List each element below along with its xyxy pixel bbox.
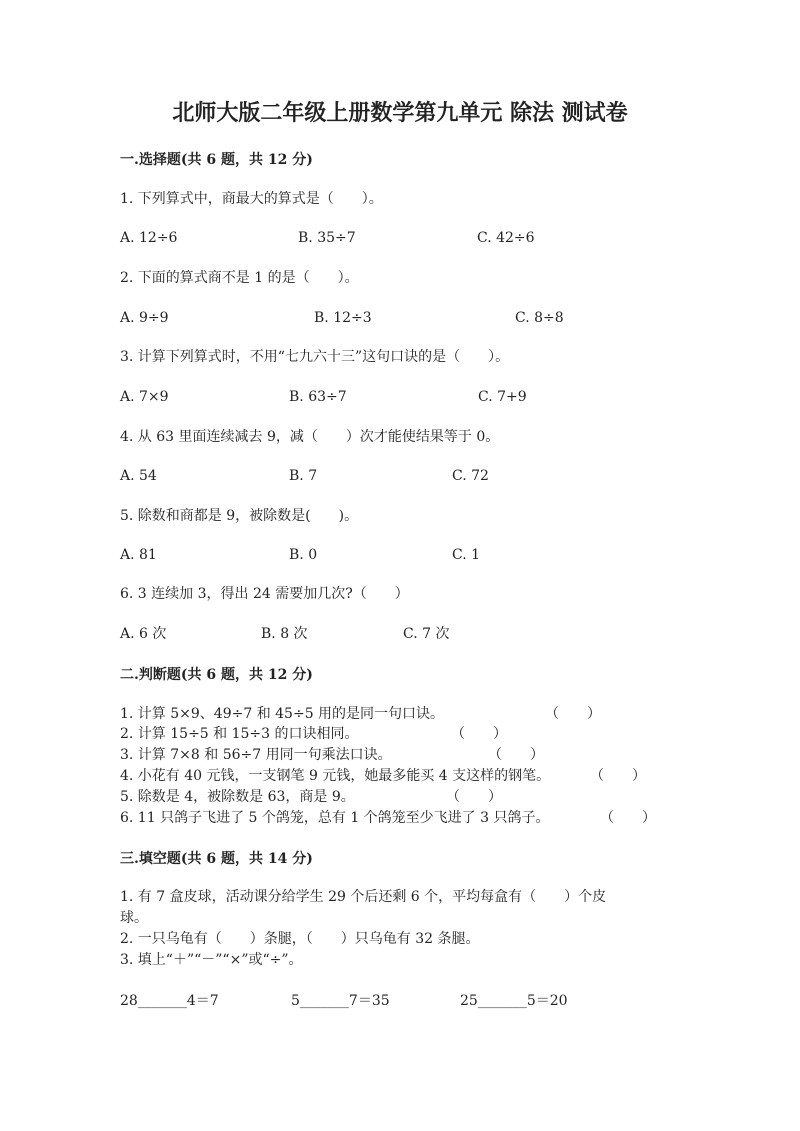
section-heading-fill-in: 三.填空题(共 6 题，共 14 分) xyxy=(120,851,313,867)
fill-blank-1[interactable]: 28_______4＝7 xyxy=(120,993,219,1009)
question-3-option-c[interactable]: C. 7+9 xyxy=(478,389,527,405)
judgement-4-answer-paren[interactable]: （ ） xyxy=(590,768,646,784)
question-3-option-a[interactable]: A. 7×9 xyxy=(120,389,169,405)
question-6-option-a[interactable]: A. 6 次 xyxy=(120,626,167,642)
page-title: 北师大版二年级上册数学第九单元 除法 测试卷 xyxy=(172,100,628,126)
judgement-3-text: 3. 计算 7×8 和 56÷7 用同一句乘法口诀。 xyxy=(120,747,392,763)
section-heading-judgement: 二.判断题(共 6 题，共 12 分) xyxy=(120,667,313,683)
question-5-option-c[interactable]: C. 1 xyxy=(452,547,481,563)
judgement-1-text: 1. 计算 5×9、49÷7 和 45÷5 用的是同一句口诀。 xyxy=(120,706,445,722)
question-5-stem: 5. 除数和商都是 9，被除数是( )。 xyxy=(120,508,359,524)
fill-3-line: 3. 填上“＋”“－”“×”或“÷”。 xyxy=(120,952,303,968)
judgement-1-answer-paren[interactable]: （ ） xyxy=(545,706,601,722)
fill-blank-3[interactable]: 25_______5＝20 xyxy=(460,993,568,1009)
question-2-option-a[interactable]: A. 9÷9 xyxy=(120,310,169,326)
question-6-stem: 6. 3 连续加 3，得出 24 需要加几次?（ ） xyxy=(120,586,409,602)
question-5-option-a[interactable]: A. 81 xyxy=(120,547,157,563)
question-4-option-b[interactable]: B. 7 xyxy=(289,468,318,484)
judgement-5-text: 5. 除数是 4，被除数是 63，商是 9。 xyxy=(120,789,355,805)
judgement-3-answer-paren[interactable]: （ ） xyxy=(488,747,544,763)
judgement-5-answer-paren[interactable]: （ ） xyxy=(446,789,502,805)
fill-blank-2[interactable]: 5_______7＝35 xyxy=(291,993,390,1009)
question-2-stem: 2. 下面的算式商不是 1 的是（ ）。 xyxy=(120,270,359,286)
question-1-stem: 1. 下列算式中，商最大的算式是（ ）。 xyxy=(120,191,383,207)
question-3-stem: 3. 计算下列算式时，不用“七九六十三”这句口诀的是（ ）。 xyxy=(120,349,510,365)
question-2-option-b[interactable]: B. 12÷3 xyxy=(314,310,372,326)
question-2-option-c[interactable]: C. 8÷8 xyxy=(515,310,564,326)
judgement-2-answer-paren[interactable]: （ ） xyxy=(451,726,507,742)
question-4-stem: 4. 从 63 里面连续减去 9，减（ ）次才能使结果等于 0。 xyxy=(120,429,500,445)
question-6-option-c[interactable]: C. 7 次 xyxy=(403,626,450,642)
question-1-option-a[interactable]: A. 12÷6 xyxy=(120,230,178,246)
question-3-option-b[interactable]: B. 63÷7 xyxy=(289,389,347,405)
judgement-4-text: 4. 小花有 40 元钱，一支钢笔 9 元钱，她最多能买 4 支这样的钢笔。 xyxy=(120,768,551,784)
fill-2-line: 2. 一只乌龟有（ ）条腿，（ ）只乌龟有 32 条腿。 xyxy=(120,931,480,947)
question-6-option-b[interactable]: B. 8 次 xyxy=(261,626,308,642)
section-heading-choice: 一.选择题(共 6 题，共 12 分) xyxy=(120,152,313,168)
question-1-option-c[interactable]: C. 42÷6 xyxy=(477,230,535,246)
question-4-option-a[interactable]: A. 54 xyxy=(120,468,157,484)
question-1-option-b[interactable]: B. 35÷7 xyxy=(298,230,356,246)
fill-1-line-2: 球。 xyxy=(120,910,148,926)
question-5-option-b[interactable]: B. 0 xyxy=(289,547,318,563)
judgement-2-text: 2. 计算 15÷5 和 15÷3 的口诀相同。 xyxy=(120,726,359,742)
fill-1-line-1: 1. 有 7 盒皮球，活动课分给学生 29 个后还剩 6 个，平均每盒有（ ）个皮 xyxy=(120,889,607,905)
judgement-6-answer-paren[interactable]: （ ） xyxy=(600,810,656,826)
judgement-6-text: 6. 11 只鸽子飞进了 5 个鸽笼，总有 1 个鸽笼至少飞进了 3 只鸽子。 xyxy=(120,810,550,826)
question-4-option-c[interactable]: C. 72 xyxy=(452,468,489,484)
